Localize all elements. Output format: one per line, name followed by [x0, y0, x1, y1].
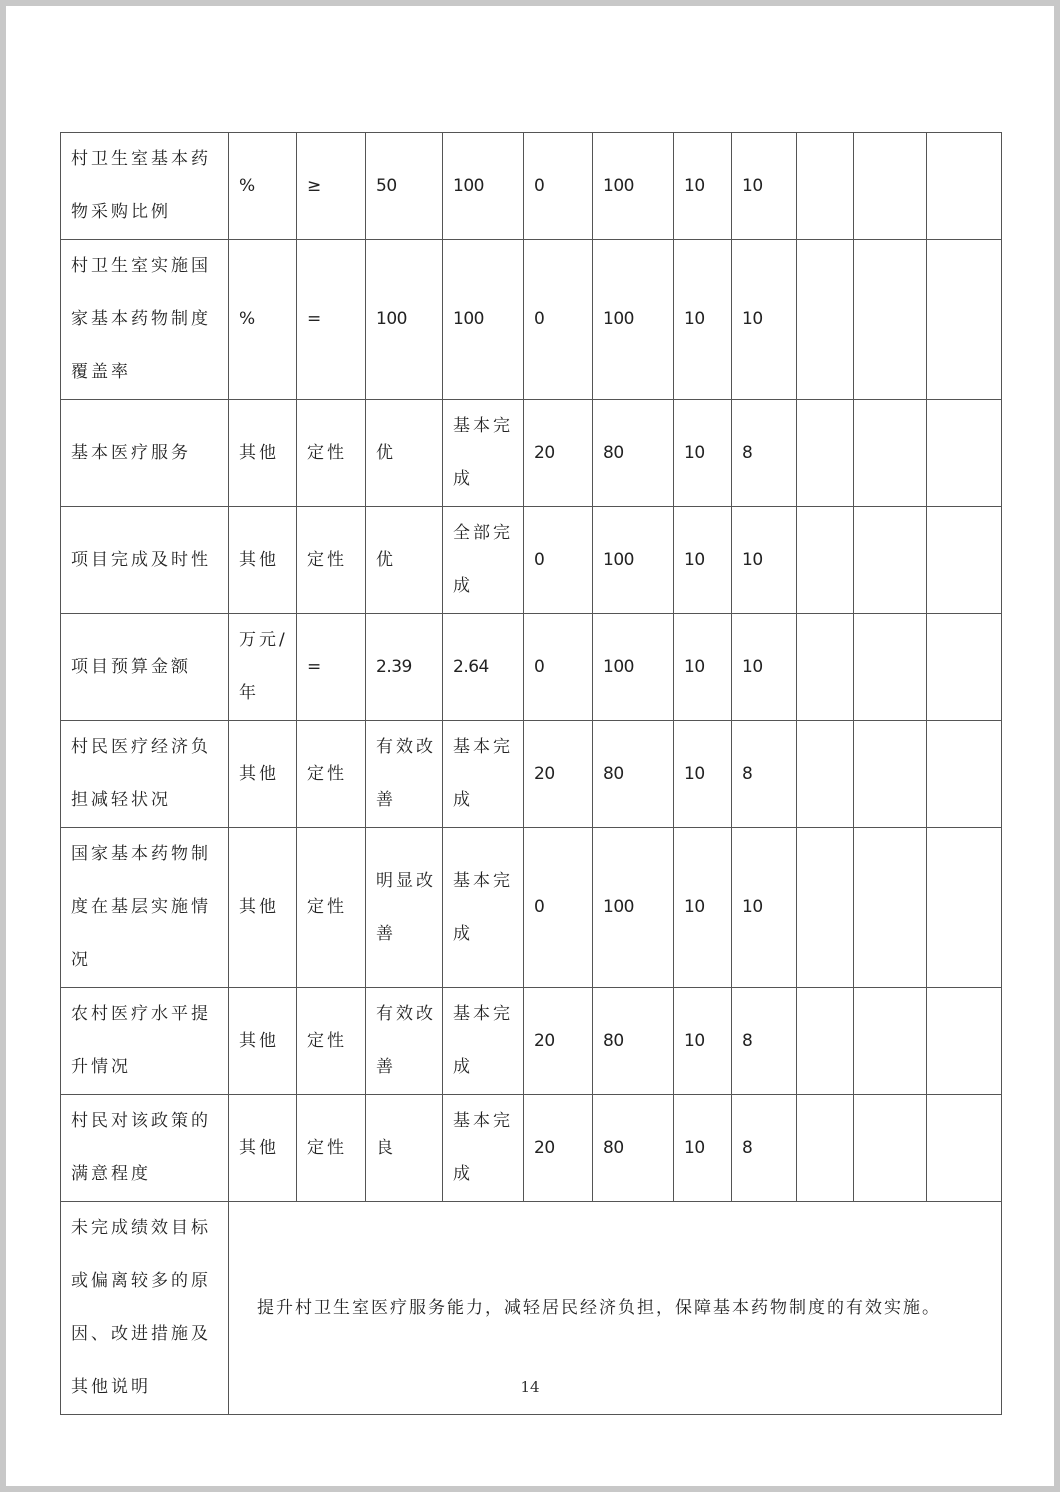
- performance-table: [60, 132, 1002, 1415]
- empty-cell: [797, 507, 854, 614]
- value-cell: 10: [732, 614, 797, 721]
- indicator-name: 村卫生室实施国家基本药物制度覆盖率: [61, 240, 229, 400]
- empty-cell: [797, 614, 854, 721]
- value-cell: 10: [732, 507, 797, 614]
- empty-cell: [797, 240, 854, 400]
- empty-cell: [927, 240, 1002, 400]
- note-text: 提升村卫生室医疗服务能力，减轻居民经济负担，保障基本药物制度的有效实施。: [229, 1202, 1002, 1415]
- table-row: [61, 400, 1002, 507]
- target-cell: 100: [366, 240, 443, 400]
- table-row: [61, 133, 1002, 240]
- note-label: 未完成绩效目标或偏离较多的原因、改进措施及其他说明: [61, 1202, 229, 1415]
- unit-cell: %: [229, 133, 297, 240]
- indicator-name: 国家基本药物制度在基层实施情况: [61, 828, 229, 988]
- value-cell: 10: [674, 240, 732, 400]
- empty-cell: [797, 1095, 854, 1202]
- unit-cell: 万元/年: [229, 614, 297, 721]
- value-cell: 100: [593, 614, 674, 721]
- operator-cell: ≥: [297, 133, 366, 240]
- indicator-name: 项目完成及时性: [61, 507, 229, 614]
- value-cell: 8: [732, 721, 797, 828]
- target-cell: 50: [366, 133, 443, 240]
- value-cell: 10: [674, 828, 732, 988]
- value-cell: 0: [524, 240, 593, 400]
- empty-cell: [854, 828, 927, 988]
- value-cell: 10: [674, 1095, 732, 1202]
- value-cell: 0: [524, 507, 593, 614]
- unit-cell: 其他: [229, 507, 297, 614]
- empty-cell: [854, 133, 927, 240]
- empty-cell: [854, 400, 927, 507]
- empty-cell: [927, 721, 1002, 828]
- value-cell: 10: [674, 614, 732, 721]
- empty-cell: [854, 988, 927, 1095]
- value-cell: 10: [674, 721, 732, 828]
- value-cell: 8: [732, 988, 797, 1095]
- value-cell: 100: [593, 240, 674, 400]
- unit-cell: 其他: [229, 400, 297, 507]
- table-row: [61, 507, 1002, 614]
- operator-cell: 定性: [297, 828, 366, 988]
- empty-cell: [927, 828, 1002, 988]
- actual-cell: 100: [443, 240, 524, 400]
- empty-cell: [927, 133, 1002, 240]
- empty-cell: [927, 400, 1002, 507]
- indicator-name: 村民对该政策的满意程度: [61, 1095, 229, 1202]
- empty-cell: [854, 614, 927, 721]
- operator-cell: 定性: [297, 721, 366, 828]
- value-cell: 80: [593, 400, 674, 507]
- table-row: [61, 1095, 1002, 1202]
- unit-cell: 其他: [229, 1095, 297, 1202]
- empty-cell: [927, 507, 1002, 614]
- empty-cell: [797, 400, 854, 507]
- empty-cell: [927, 1095, 1002, 1202]
- value-cell: 10: [732, 240, 797, 400]
- actual-cell: 2.64: [443, 614, 524, 721]
- value-cell: 8: [732, 1095, 797, 1202]
- value-cell: 10: [674, 988, 732, 1095]
- actual-cell: 100: [443, 133, 524, 240]
- actual-cell: 基本完成: [443, 828, 524, 988]
- unit-cell: 其他: [229, 988, 297, 1095]
- value-cell: 100: [593, 133, 674, 240]
- target-cell: 优: [366, 400, 443, 507]
- value-cell: 8: [732, 400, 797, 507]
- value-cell: 100: [593, 828, 674, 988]
- value-cell: 20: [524, 988, 593, 1095]
- operator-cell: 定性: [297, 400, 366, 507]
- indicator-name: 村卫生室基本药物采购比例: [61, 133, 229, 240]
- indicator-name: 项目预算金额: [61, 614, 229, 721]
- target-cell: 2.39: [366, 614, 443, 721]
- actual-cell: 全部完成: [443, 507, 524, 614]
- value-cell: 10: [674, 400, 732, 507]
- value-cell: 0: [524, 614, 593, 721]
- value-cell: 80: [593, 988, 674, 1095]
- document-page: [6, 6, 1054, 1486]
- table-row: [61, 721, 1002, 828]
- indicator-name: 村民医疗经济负担减轻状况: [61, 721, 229, 828]
- empty-cell: [854, 1095, 927, 1202]
- actual-cell: 基本完成: [443, 1095, 524, 1202]
- actual-cell: 基本完成: [443, 988, 524, 1095]
- empty-cell: [927, 614, 1002, 721]
- table-row: [61, 988, 1002, 1095]
- operator-cell: 定性: [297, 1095, 366, 1202]
- value-cell: 20: [524, 400, 593, 507]
- actual-cell: 基本完成: [443, 721, 524, 828]
- value-cell: 20: [524, 721, 593, 828]
- empty-cell: [854, 240, 927, 400]
- target-cell: 有效改善: [366, 721, 443, 828]
- value-cell: 80: [593, 721, 674, 828]
- unit-cell: 其他: [229, 828, 297, 988]
- value-cell: 10: [732, 133, 797, 240]
- value-cell: 10: [674, 133, 732, 240]
- indicator-name: 农村医疗水平提升情况: [61, 988, 229, 1095]
- empty-cell: [797, 828, 854, 988]
- unit-cell: 其他: [229, 721, 297, 828]
- value-cell: 10: [732, 828, 797, 988]
- empty-cell: [797, 988, 854, 1095]
- operator-cell: =: [297, 240, 366, 400]
- value-cell: 80: [593, 1095, 674, 1202]
- value-cell: 0: [524, 133, 593, 240]
- empty-cell: [927, 988, 1002, 1095]
- operator-cell: 定性: [297, 988, 366, 1095]
- value-cell: 10: [674, 507, 732, 614]
- table-row: [61, 240, 1002, 400]
- empty-cell: [797, 721, 854, 828]
- page-number: 14: [520, 1378, 540, 1396]
- target-cell: 明显改善: [366, 828, 443, 988]
- operator-cell: 定性: [297, 507, 366, 614]
- table-body: [61, 133, 1002, 1415]
- empty-cell: [854, 507, 927, 614]
- value-cell: 20: [524, 1095, 593, 1202]
- unit-cell: %: [229, 240, 297, 400]
- empty-cell: [854, 721, 927, 828]
- target-cell: 有效改善: [366, 988, 443, 1095]
- table-row: [61, 614, 1002, 721]
- value-cell: 100: [593, 507, 674, 614]
- actual-cell: 基本完成: [443, 400, 524, 507]
- empty-cell: [797, 133, 854, 240]
- target-cell: 优: [366, 507, 443, 614]
- target-cell: 良: [366, 1095, 443, 1202]
- table-row: [61, 828, 1002, 988]
- indicator-name: 基本医疗服务: [61, 400, 229, 507]
- operator-cell: =: [297, 614, 366, 721]
- value-cell: 0: [524, 828, 593, 988]
